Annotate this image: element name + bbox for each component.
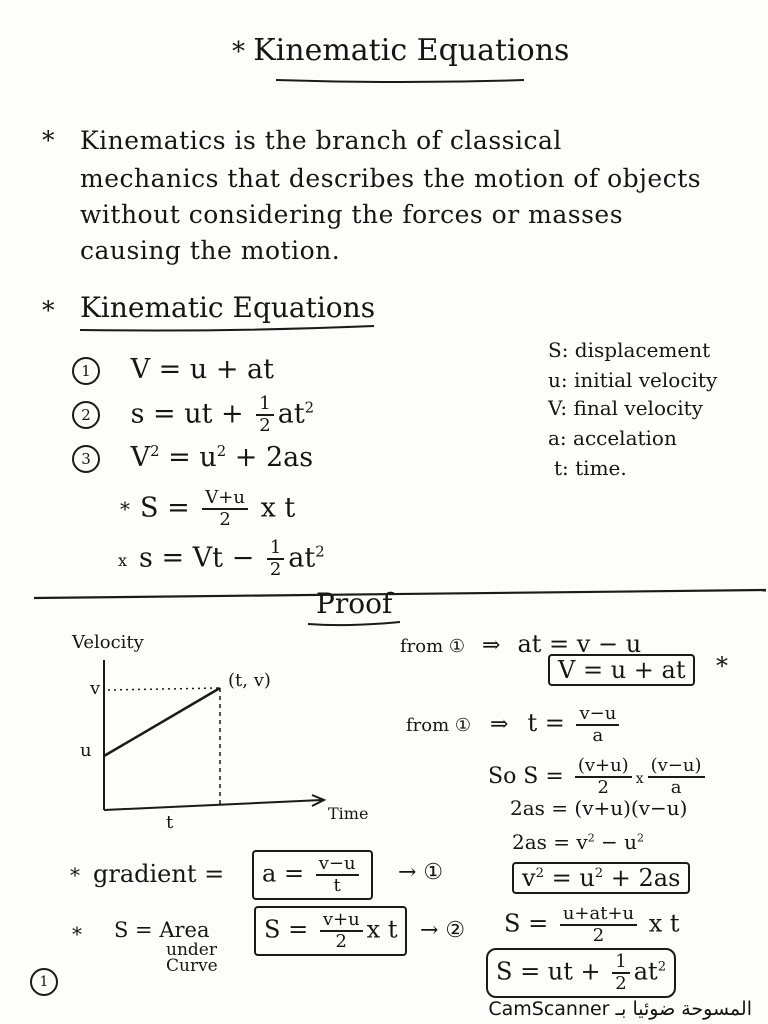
definition-line-1: Kinematics is the branch of classical — [80, 126, 562, 155]
equation-3-sup2: 2 — [216, 442, 227, 460]
definition-line-2: mechanics that describes the motion of objects — [80, 164, 702, 193]
final-box-sup: 2 — [657, 959, 667, 975]
extra-eq-2-star: x — [118, 551, 128, 571]
so-line-den1: 2 — [597, 776, 609, 798]
equation-number-2: 2 — [72, 401, 100, 429]
extra-eq-2-rhs: at — [288, 542, 316, 574]
title-text: Kinematic Equations — [253, 33, 570, 68]
definition-line-3: without considering the forces or masses — [80, 200, 624, 229]
extra-eq-1-num: V+u — [202, 488, 248, 510]
final-box-lhs: S = ut + — [496, 957, 609, 986]
equation-number-3: 3 — [72, 445, 100, 473]
gradient-label: gradient = — [93, 860, 225, 888]
area-star: * — [72, 922, 82, 946]
graph-v-tick: v — [90, 678, 101, 699]
from-1-label: from ① — [400, 636, 466, 657]
graph-u-tick: u — [80, 740, 92, 761]
line-2as-2-sup2: 2 — [637, 831, 645, 845]
title-star: * — [232, 37, 245, 67]
line-2as-1: 2as = (v+u)(v−u) — [510, 796, 688, 820]
extra-eq-1-den: 2 — [219, 508, 231, 530]
def-displacement: S: displacement — [548, 338, 711, 362]
proof-heading: Proof — [316, 587, 393, 620]
section-star: * — [42, 296, 55, 325]
def-initial-velocity: u: initial velocity — [548, 368, 718, 392]
extra-eq-2-lhs: s = Vt − — [139, 542, 263, 574]
gradient-box-lhs: a = — [262, 859, 312, 888]
area-label-line-3: Curve — [166, 956, 218, 976]
line-2as-2-lhs: 2as = v — [512, 830, 588, 854]
title-underline — [276, 80, 524, 82]
sub-line-den: 2 — [592, 924, 605, 946]
extra-eq-2-num: 1 — [267, 538, 284, 560]
area-box-den: 2 — [335, 930, 347, 952]
extra-eq-1-lhs: S = — [140, 492, 199, 524]
sub-line-lhs: S = — [504, 909, 556, 938]
definition-star: * — [42, 126, 55, 155]
camscanner-footer: CamScanner المسوحة ضوئيا بـ — [488, 998, 752, 1020]
section-heading: Kinematic Equations — [80, 291, 376, 324]
so-line-den2: a — [670, 776, 682, 798]
area-box-rhs: x t — [366, 915, 398, 944]
area-arrow: → ② — [420, 918, 466, 943]
from-1-arrow: ⇒ — [482, 633, 501, 658]
proof-underline — [308, 622, 400, 625]
area-label-line-2: under — [166, 940, 217, 960]
graph-y-label: Velocity — [72, 632, 144, 653]
sub-line-num: u+at+u — [560, 904, 637, 926]
equation-2-rhs: at — [277, 398, 305, 430]
final-box-num: 1 — [612, 952, 629, 974]
area-box-lhs: S = — [264, 915, 316, 944]
line-2as-2-mid: − u — [594, 830, 638, 854]
equation-3-v: V — [130, 442, 151, 473]
extra-eq-1-star: * — [120, 497, 130, 522]
area-label-line-1: S = Area — [114, 918, 210, 942]
def-time: t: time. — [554, 456, 627, 480]
velocity-time-graph — [104, 660, 324, 810]
equation-3-sup1: 2 — [150, 442, 160, 460]
final-box-rhs: at — [633, 957, 658, 986]
gradient-box-den: t — [333, 874, 341, 896]
from-2-arrow: ⇒ — [490, 711, 509, 737]
equation-number-1: 1 — [72, 357, 100, 385]
gradient-star: * — [70, 863, 80, 887]
so-line-num1: (v+u) — [575, 756, 632, 778]
equation-3-rest: + 2as — [226, 442, 314, 473]
def-final-velocity: V: final velocity — [548, 396, 703, 420]
boxed-v2-mid: = u — [543, 864, 595, 892]
boxed-v2-sup1: 2 — [535, 866, 544, 881]
graph-v-guide — [108, 688, 220, 690]
sub-line-rhs: x t — [641, 909, 680, 938]
from-2-lhs: t = — [527, 708, 573, 737]
boxed-v2-v: v — [522, 864, 536, 892]
graph-velocity-line — [104, 688, 220, 756]
gradient-arrow: → ① — [398, 860, 444, 885]
from-2-num: v−u — [576, 704, 619, 726]
boxed-v2-sup2: 2 — [594, 866, 604, 881]
graph-t-tick: t — [166, 812, 174, 833]
line-2as-2-sup1: 2 — [587, 831, 595, 845]
equation-2-frac-den: 2 — [259, 414, 271, 436]
graph-x-axis — [104, 800, 322, 810]
section-divider — [34, 590, 766, 598]
extra-eq-2-sup: 2 — [315, 542, 325, 561]
page-number: 1 — [30, 968, 58, 996]
from-1-eq: at = v − u — [517, 630, 642, 658]
equation-2-lhs: s = ut + — [130, 398, 253, 430]
graph-x-label: Time — [328, 804, 369, 823]
equation-3-mid: = u — [159, 442, 217, 473]
so-line-lhs: So S = — [488, 763, 571, 789]
so-line-num2: (v−u) — [648, 756, 705, 778]
boxed-v2-rest: + 2as — [603, 864, 681, 892]
boxed-v-eq: V = u + at — [548, 654, 695, 686]
graph-point-label: (t, v) — [228, 670, 271, 691]
extra-eq-2-den: 2 — [269, 558, 282, 580]
equation-1-text: V = u + at — [130, 354, 275, 385]
area-box-num: v+u — [320, 910, 363, 932]
def-acceleration: a: accelation — [548, 426, 677, 450]
from-2-label: from ① — [406, 714, 472, 736]
definition-line-4: causing the motion. — [80, 236, 341, 265]
gradient-box-num: v−u — [316, 854, 359, 876]
equation-2-frac-num: 1 — [256, 394, 273, 416]
final-box-den: 2 — [615, 972, 627, 994]
so-line-mult: x — [635, 770, 644, 787]
section-underline — [80, 326, 374, 331]
boxed-v-star: * — [716, 652, 728, 680]
equation-2-sup: 2 — [304, 398, 315, 417]
from-2-den: a — [592, 724, 604, 746]
extra-eq-1-rhs: x t — [251, 492, 296, 524]
